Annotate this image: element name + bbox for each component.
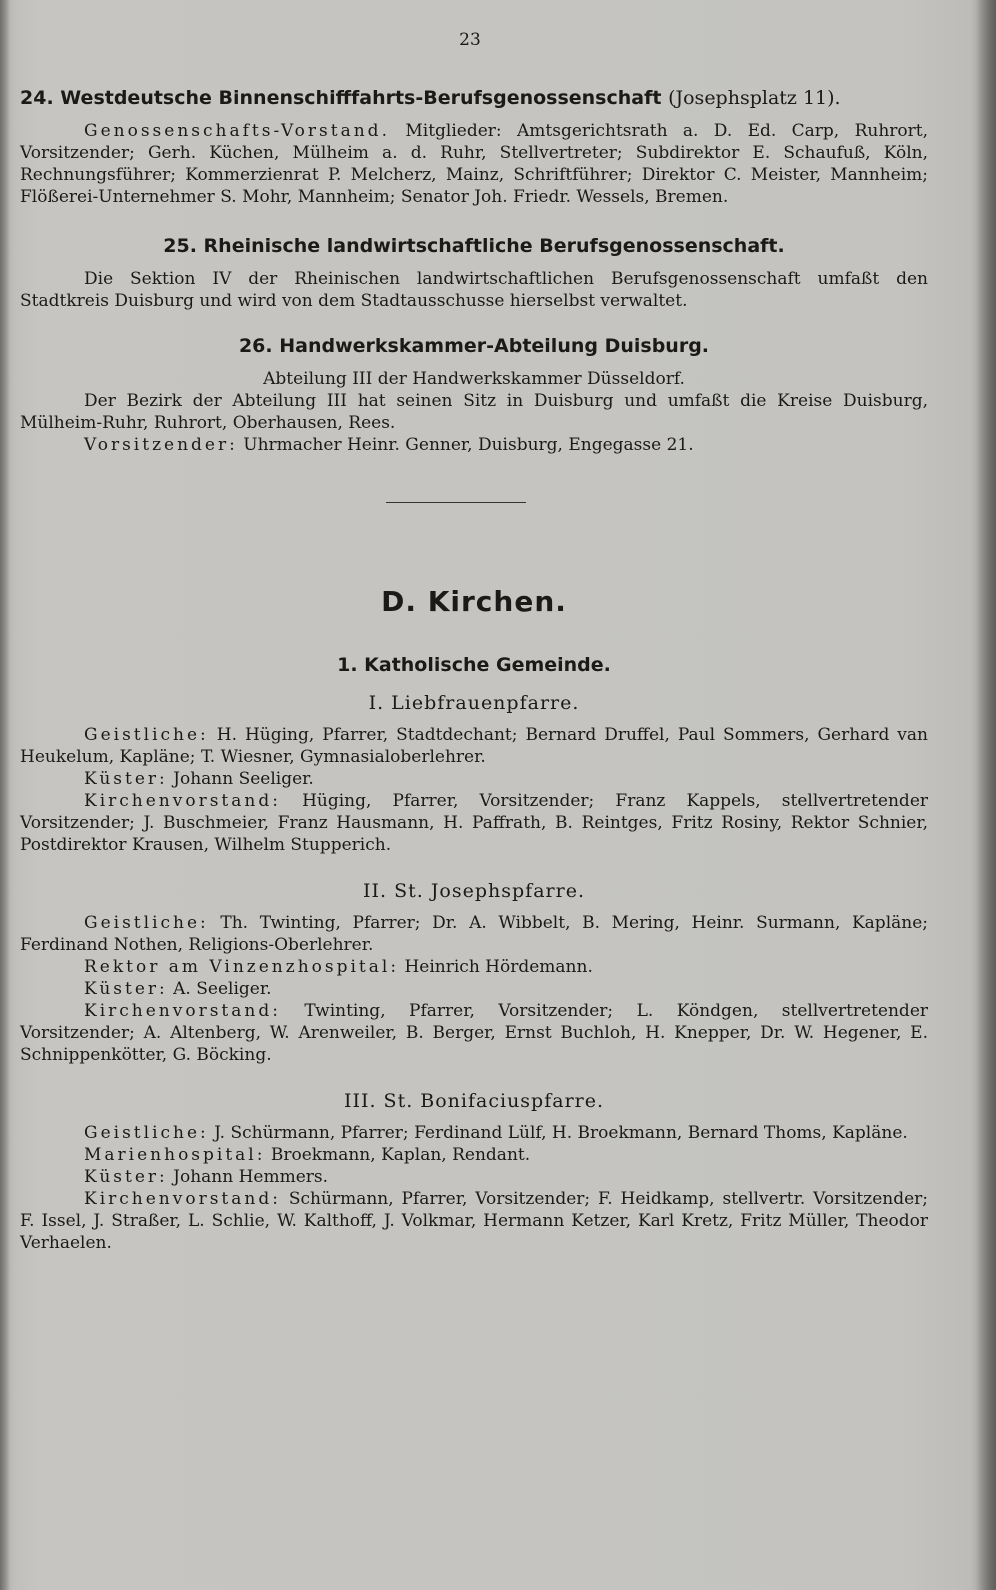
parish-3-row: [20, 1188, 928, 1254]
parish-1-row: [20, 768, 928, 790]
entry-24: [20, 86, 928, 208]
parish-2-row-label: Kirchenvorstand:: [84, 1001, 281, 1021]
entry-24-address: (Josephsplatz 11).: [668, 87, 841, 109]
entry-26: [20, 334, 928, 456]
parish-1-row-label: Kirchenvorstand:: [84, 791, 281, 811]
parish-3-row: [20, 1122, 928, 1144]
parish-3-row-text: J. Schürmann, Pfarrer; Ferdinand Lülf, H. Broekmann, Bernard Thoms, Kapläne.: [214, 1123, 908, 1143]
page-edge-shadow: [976, 0, 996, 1590]
parish-3-row-text: Broekmann, Kaplan, Rendant.: [270, 1145, 531, 1165]
parish-3-row-text: Schürmann, Pfarrer, Vorsitzender; F. Heidkamp, stellvertr. Vorsitzender; F. Issel, J. Straßer, L. Schlie, W. Kalthoff, J. Volkmar, Hermann Ketzer, Karl Kretz, Fritz Müller, Theodor Verhaelen.: [20, 1189, 928, 1253]
parish-3-name: III. St. Bonifaciuspfarre.: [343, 1090, 605, 1112]
section-divider: [386, 502, 526, 503]
entry-25-text: Die Sektion IV der Rheinischen landwirtschaftlichen Berufsgenossenschaft umfaßt den Stadtkreis Duisburg und wird von dem Stadtausschusse hierselbst verwaltet.: [20, 269, 928, 311]
parish-2-row-label: Rektor am Vinzenzhospital:: [84, 957, 400, 977]
parish-3-row-label: Kirchenvorstand:: [84, 1189, 281, 1209]
entry-26-subtitle: Abteilung III der Handwerkskammer Düsseldorf.: [263, 369, 685, 389]
entry-26-label: Vorsitzender:: [84, 435, 238, 455]
page-number: 23: [459, 30, 481, 50]
parish-2-row-text: Th. Twinting, Pfarrer; Dr. A. Wibbelt, B. Mering, Heinr. Surmann, Kapläne; Ferdinand Nothen, Religions-Oberlehrer.: [20, 913, 928, 955]
parish-3: [20, 1090, 928, 1254]
parish-2-row-text: A. Seeliger.: [173, 979, 272, 999]
parish-3-row-text: Johann Hemmers.: [173, 1167, 329, 1187]
binding-shadow: [0, 0, 10, 1590]
parish-1-row-text: Hüging, Pfarrer, Vorsitzender; Franz Kappels, stellvertretender Vorsitzender; J. Buschmeier, Franz Hausmann, H. Paffrath, B. Reintges, Fritz Rosiny, Rektor Schnier, Postdirektor Krausen, Wilhelm Stupperich.: [20, 791, 929, 855]
entry-24-body: [20, 120, 928, 208]
parish-1-row-label: Geistliche:: [84, 725, 209, 745]
parish-1-row-text: H. Hüging, Pfarrer, Stadtdechant; Bernard Druffel, Paul Sommers, Gerhard van Heukelum, Kapläne; T. Wiesner, Gymnasialoberlehrer.: [20, 725, 928, 767]
parish-2-row-label: Geistliche:: [84, 913, 209, 933]
entry-26-chair-line: [20, 434, 928, 456]
entry-25-title: 25. Rheinische landwirtschaftliche Berufsgenossenschaft.: [163, 235, 785, 257]
parish-3-row-label: Geistliche:: [84, 1123, 209, 1143]
parish-2-row: [20, 978, 928, 1000]
parish-3-row: [20, 1144, 928, 1166]
parish-2-row-text: Twinting, Pfarrer, Vorsitzender; L. Köndgen, stellvertretender Vorsitzender; A. Altenberg, W. Arenweiler, B. Berger, Ernst Buchloh, H. Knepper, Dr. W. Hegener, E. Schnippenkötter, G. Böcking.: [20, 1001, 929, 1065]
section-subheading: 1. Katholische Gemeinde.: [337, 654, 611, 676]
parish-2-row: [20, 912, 928, 956]
entry-24-title: [20, 86, 928, 110]
parish-3-row-label: Marienhospital:: [84, 1145, 266, 1165]
section-heading: D. Kirchen.: [381, 585, 567, 618]
parish-1: [20, 692, 928, 856]
parish-1-row: [20, 790, 928, 856]
parish-2-name: II. St. Josephspfarre.: [363, 880, 585, 902]
parish-1-name: I. Liebfrauenpfarre.: [368, 692, 580, 714]
parish-2: [20, 880, 928, 1066]
parish-2-row: [20, 956, 928, 978]
entry-26-title: 26. Handwerkskammer-Abteilung Duisburg.: [238, 335, 710, 357]
parish-1-row-label: Küster:: [84, 769, 168, 789]
parish-3-row-label: Küster:: [84, 1167, 168, 1187]
page-content: [20, 86, 928, 1254]
entry-25: [20, 234, 928, 312]
parish-2-row-text: Heinrich Hördemann.: [404, 957, 593, 977]
entry-24-label: Genossenschafts-Vorstand.: [84, 121, 390, 141]
parish-1-row: [20, 724, 928, 768]
entry-26-text: Der Bezirk der Abteilung III hat seinen Sitz in Duisburg und umfaßt die Kreise Duisburg, Mülheim-Ruhr, Ruhrort, Oberhausen, Rees.: [20, 391, 928, 433]
entry-24-text: Mitglieder: Amtsgerichtsrath a. D. Ed. Carp, Ruhrort, Vorsitzender; Gerh. Küchen, Mülheim a. d. Ruhr, Stellvertreter; Subdirektor E. Schaufuß, Köln, Rechnungsführer; Kommerzienrat P. Melcherz, Mainz, Schriftführer; Direktor C. Meister, Mannheim; Flößerei-Unternehmer S. Mohr, Mannheim; Senator Joh. Friedr. Wessels, Bremen.: [20, 121, 928, 207]
parish-2-row-label: Küster:: [84, 979, 168, 999]
entry-26-chair: Uhrmacher Heinr. Genner, Duisburg, Engegasse 21.: [243, 435, 694, 455]
entry-24-name: 24. Westdeutsche Binnenschifffahrts-Berufsgenossenschaft: [20, 87, 662, 109]
parish-2-row: [20, 1000, 928, 1066]
parish-1-row-text: Johann Seeliger.: [173, 769, 314, 789]
parish-3-row: [20, 1166, 928, 1188]
